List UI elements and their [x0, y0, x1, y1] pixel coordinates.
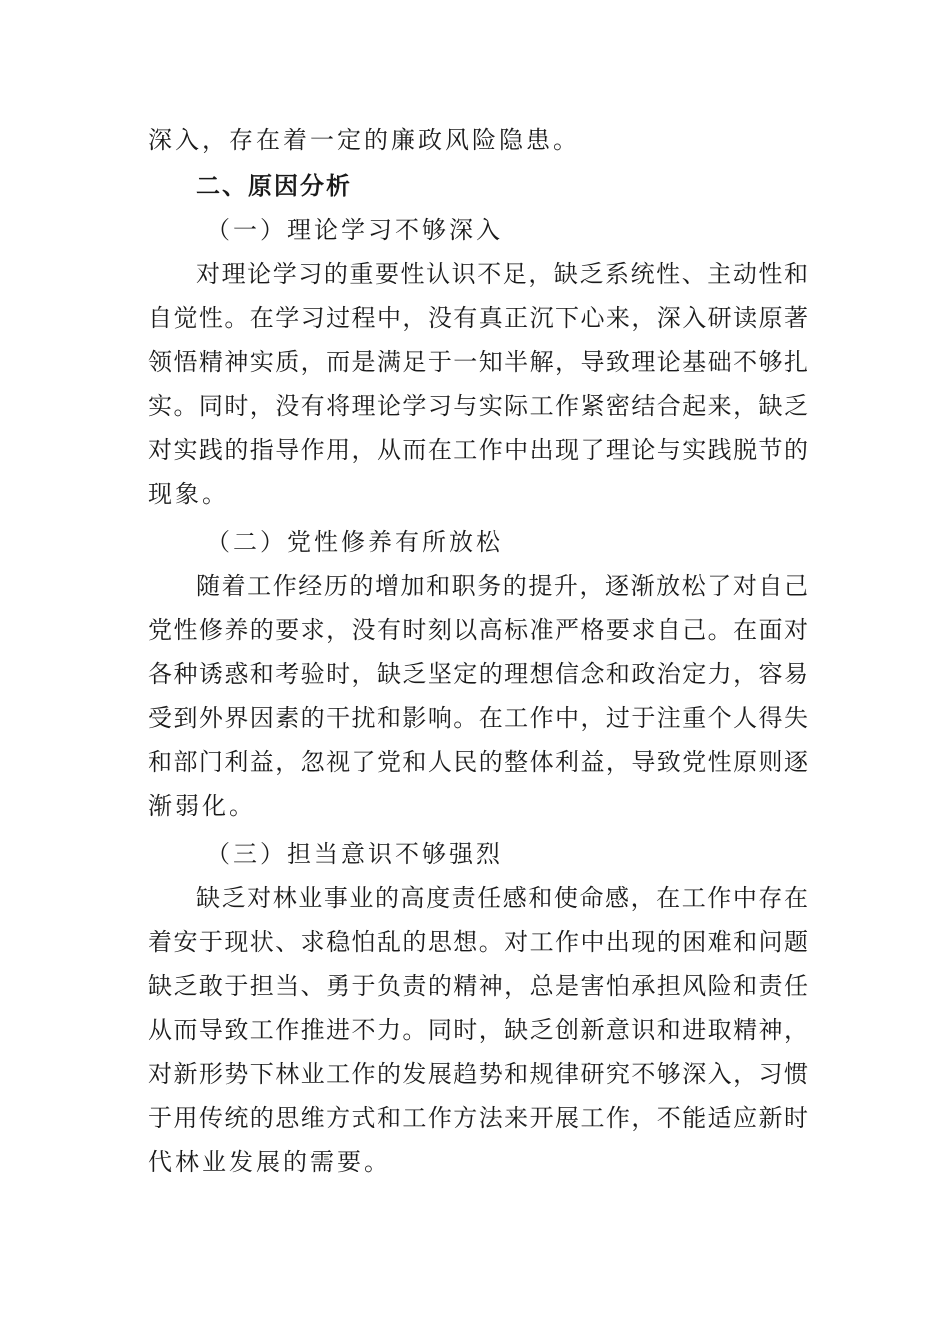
paragraph-line: 领悟精神实质，而是满足于一知半解，导致理论基础不够扎: [148, 348, 808, 376]
paragraph-line: 缺乏对林业事业的高度责任感和使命感，在工作中存在: [196, 884, 808, 912]
paragraph-line: 代林业发展的需要。: [148, 1148, 391, 1176]
paragraph-line: 自觉性。在学习过程中，没有真正沉下心来，深入研读原著: [148, 304, 808, 332]
paragraph-line: 实。同时，没有将理论学习与实际工作紧密结合起来，缺乏: [148, 392, 808, 420]
section-heading: 二、原因分析: [196, 172, 352, 200]
subsection-heading: （一）理论学习不够深入: [206, 216, 503, 244]
paragraph-line: 渐弱化。: [148, 792, 256, 820]
paragraph-line: 受到外界因素的干扰和影响。在工作中，过于注重个人得失: [148, 704, 808, 732]
paragraph-line: 各种诱惑和考验时，缺乏坚定的理想信念和政治定力，容易: [148, 660, 808, 688]
paragraph-line: 缺乏敢于担当、勇于负责的精神，总是害怕承担风险和责任: [148, 972, 808, 1000]
paragraph-line: 对理论学习的重要性认识不足，缺乏系统性、主动性和: [196, 260, 808, 288]
paragraph-line: 对新形势下林业工作的发展趋势和规律研究不够深入，习惯: [148, 1060, 808, 1088]
paragraph-line: 现象。: [148, 480, 229, 508]
paragraph-line: 从而导致工作推进不力。同时，缺乏创新意识和进取精神，: [148, 1016, 808, 1044]
paragraph-line: 和部门利益，忽视了党和人民的整体利益，导致党性原则逐: [148, 748, 808, 776]
paragraph-line: 着安于现状、求稳怕乱的思想。对工作中出现的困难和问题: [148, 928, 808, 956]
paragraph-line: 对实践的指导作用，从而在工作中出现了理论与实践脱节的: [148, 436, 808, 464]
paragraph-line: 党性修养的要求，没有时刻以高标准严格要求自己。在面对: [148, 616, 808, 644]
subsection-heading: （三）担当意识不够强烈: [206, 840, 503, 868]
paragraph-line: 随着工作经历的增加和职务的提升，逐渐放松了对自己: [196, 572, 808, 600]
subsection-heading: （二）党性修养有所放松: [206, 528, 503, 556]
paragraph-line: 于用传统的思维方式和工作方法来开展工作，不能适应新时: [148, 1104, 808, 1132]
paragraph-line: 深入，存在着一定的廉政风险隐患。: [148, 126, 580, 154]
